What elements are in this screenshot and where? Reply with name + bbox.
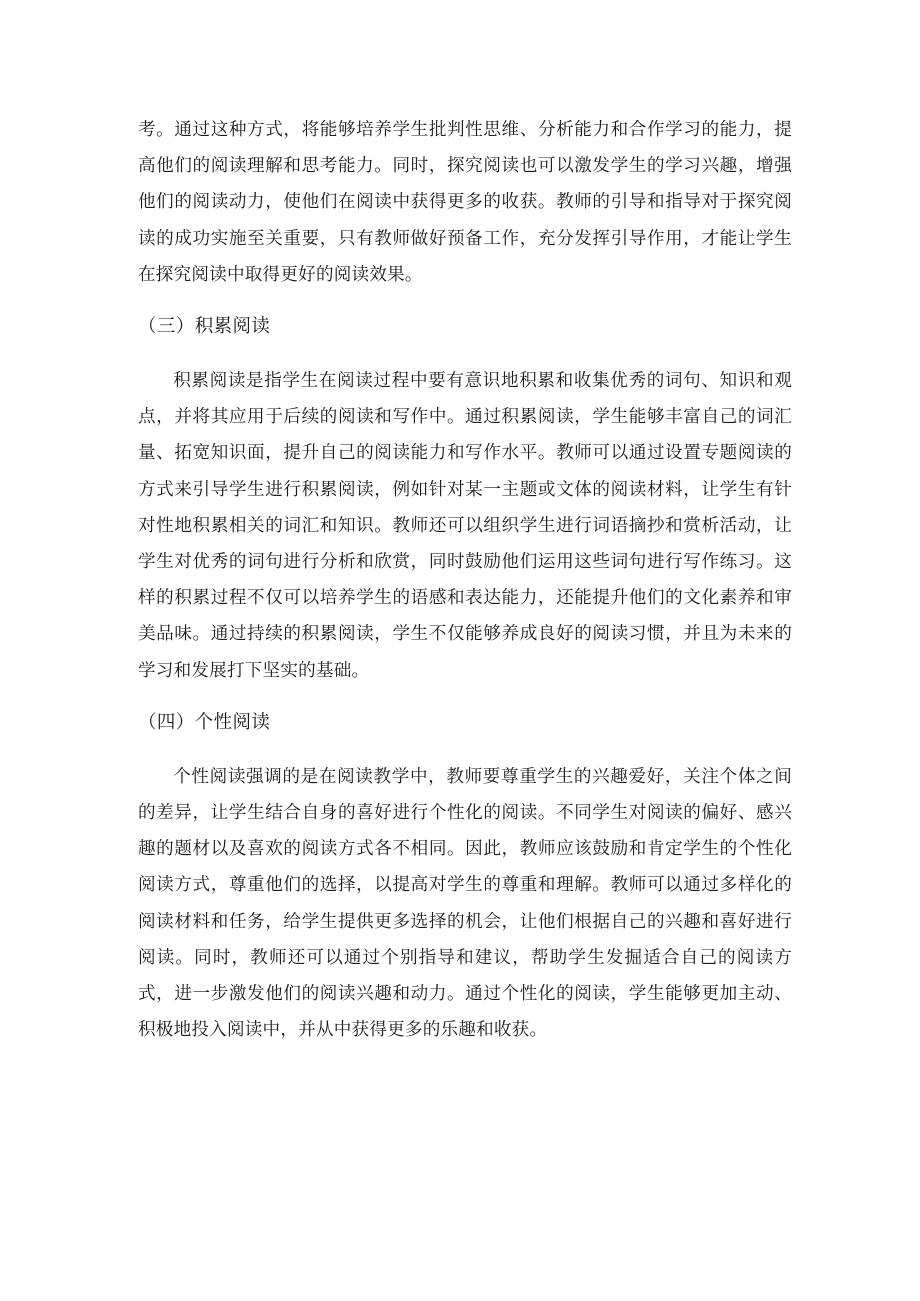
spacer — [138, 293, 792, 309]
spacer — [138, 345, 792, 363]
section-heading-accumulative-reading: （三）积累阅读 — [138, 316, 271, 338]
paragraph-continuation: 考。通过这种方式，将能够培养学生批判性思维、分析能力和合作学习的能力，提高他们的阅读理解和思考能力。同时，探究阅读也可以激发学生的学习兴趣，增强他们的阅读动力，使他们在阅读中获得更多的收获。教师的引导和指导对于探究阅读的成功实施至关重要，只有教师做好预备工作，充分发挥引导作用，才能让学生在探究阅读中取得更好的阅读效果。 — [138, 120, 792, 285]
paragraph-accumulative-reading: 积累阅读是指学生在阅读过程中要有意识地积累和收集优秀的词句、知识和观点，并将其应用于后续的阅读和写作中。通过积累阅读，学生能够丰富自己的词汇量、拓宽知识面，提升自己的阅读能力和写作水平。教师可以通过设置专题阅读的方式来引导学生进行积累阅读，例如针对某一主题或文体的阅读材料，让学生有针对性地积累相关的词汇和知识。教师还可以组织学生进行词语摘抄和赏析活动，让学生对优秀的词句进行分析和欣赏，同时鼓励他们运用这些词句进行写作练习。这样的积累过程不仅可以培养学生的语感和表达能力，还能提升他们的文化素养和审美品味。通过持续的积累阅读，学生不仅能够养成良好的阅读习惯，并且为未来的学习和发展打下坚实的基础。 — [138, 371, 792, 681]
spacer — [138, 741, 792, 759]
paragraph-personalized-reading: 个性阅读强调的是在阅读教学中，教师要尊重学生的兴趣爱好，关注个体之间的差异，让学生结合自身的喜好进行个性化的阅读。不同学生对阅读的偏好、感兴趣的题材以及喜欢的阅读方式各不相同。因此，教师应该鼓励和肯定学生的个性化阅读方式，尊重他们的选择，以提高对学生的尊重和理解。教师可以通过多样化的阅读材料和任务，给学生提供更多选择的机会，让他们根据自己的兴趣和喜好进行阅读。同时，教师还可以通过个别指导和建议，帮助学生发掘适合自己的阅读方式，进一步激发他们的阅读兴趣和动力。通过个性化的阅读，学生能够更加主动、积极地投入阅读中，并从中获得更多的乐趣和收获。 — [138, 766, 792, 1041]
section-heading-personalized-reading: （四）个性阅读 — [138, 711, 271, 733]
spacer — [138, 689, 792, 705]
document-body — [138, 112, 792, 1048]
